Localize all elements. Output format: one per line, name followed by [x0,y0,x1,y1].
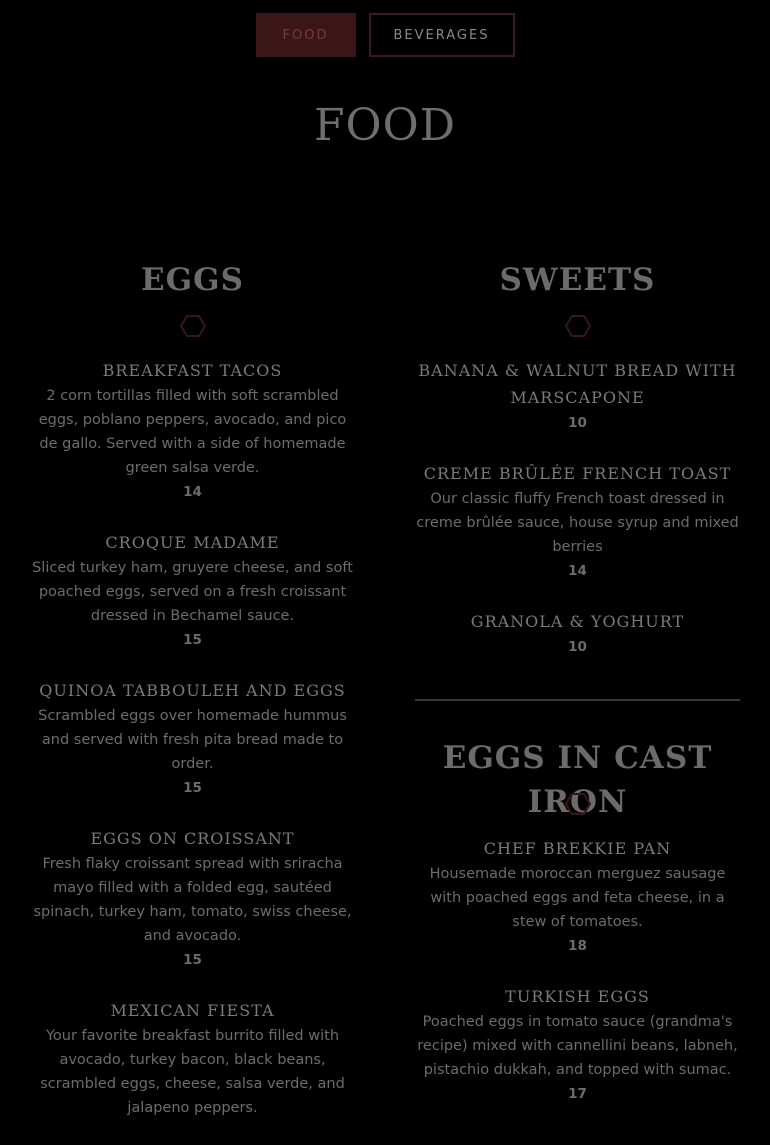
menu-item [30,529,355,652]
item-price: 15 [183,780,202,796]
item-name: BANANA & WALNUT BREAD WITH MARSCAPONE [418,361,737,407]
section-title-sweets: SWEETS [499,262,656,298]
page-title: FOOD [314,100,456,151]
item-price: 15 [183,632,202,648]
item-description: Fresh flaky croissant spread with sriracha mayo filled with a folded egg, sautéed spinach, turkey ham, tomato, swiss cheese, and avocado. [33,856,352,944]
item-name: CROQUE MADAME [105,533,280,552]
item-name: CHEF BREKKIE PAN [483,839,672,858]
item-description: Scrambled eggs over homemade hummus and served with fresh pita bread made to order. [38,708,347,772]
item-price: 10 [568,415,587,431]
item-description: Housemade moroccan merguez sausage with poached eggs and feta cheese, in a stew of tomatoes. [429,866,726,930]
tab-food[interactable]: FOOD [256,13,356,57]
item-name: MEXICAN FIESTA [110,1001,275,1020]
tab-beverages[interactable]: BEVERAGES [369,13,515,57]
item-name: CREME BRÛLÉE FRENCH TOAST [423,464,732,483]
item-name: QUINOA TABBOULEH AND EGGS [39,681,346,700]
item-name: EGGS ON CROISSANT [90,829,295,848]
hexagon-icon [565,315,591,337]
section-divider [415,699,740,701]
menu-item [415,835,740,958]
menu-item [30,357,355,504]
menu-item [30,997,355,1120]
item-price: 15 [183,952,202,968]
item-price: 14 [568,563,587,579]
item-price: 10 [568,639,587,655]
item-description: Poached eggs in tomato sauce (grandma's recipe) mixed with cannellini beans, labneh, pistachio dukkah, and topped with sumac. [417,1014,738,1078]
item-price: 17 [568,1086,587,1102]
item-name: GRANOLA & YOGHURT [470,612,685,631]
menu-item [415,983,740,1106]
item-description: Sliced turkey ham, gruyere cheese, and soft poached eggs, served on a fresh croissant dressed in Bechamel sauce. [32,560,353,624]
menu-item [415,608,740,659]
menu-item [415,357,740,435]
menu-item [30,677,355,800]
sweets-section [415,258,740,1131]
item-description: Your favorite breakfast burrito filled with avocado, turkey bacon, black beans, scrambled eggs, cheese, salsa verde, and jalapeno peppers. [40,1028,345,1116]
menu-tabs [0,13,770,57]
item-description: 2 corn tortillas filled with soft scrambled eggs, poblano peppers, avocado, and pico de gallo. Served with a side of homemade green salsa verde. [38,388,347,476]
item-description: Our classic fluffy French toast dressed in creme brûlée sauce, house syrup and mixed berries [416,491,739,555]
section-title-eggs: EGGS [141,262,244,298]
eggs-section [30,258,355,1145]
item-price: 14 [183,484,202,500]
section-title-eggs-in-cast-iron: EGGS IN CAST IRON [442,740,713,820]
menu-item [415,460,740,583]
item-name: TURKISH EGGS [505,987,650,1006]
menu-item [30,825,355,972]
item-price: 18 [568,938,587,954]
hexagon-icon [180,315,206,337]
item-name: BREAKFAST TACOS [102,361,283,380]
